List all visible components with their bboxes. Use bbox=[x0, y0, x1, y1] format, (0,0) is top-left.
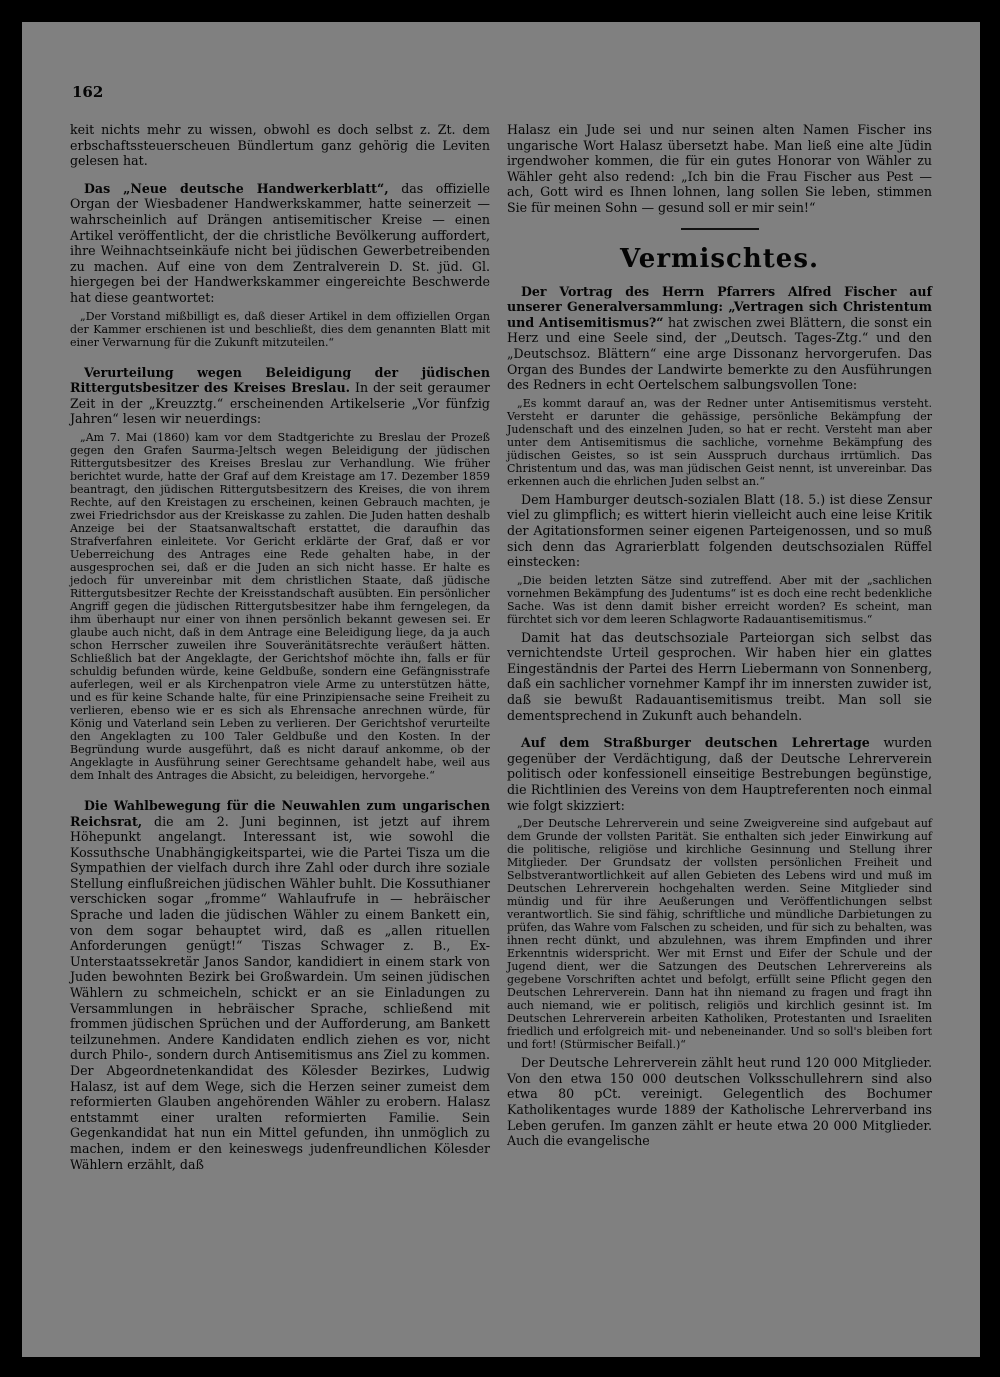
article-heading: Die Wahlbewegung für die Neuwahlen zum ungarischen Reichsrat, bbox=[70, 797, 490, 829]
divider-rule bbox=[681, 228, 759, 230]
article-heading: Verurteilung wegen Beleidigung der jüdischen Rittergutsbesitzer des Kreises Breslau. bbox=[70, 364, 490, 396]
article-heading: Der Vortrag des Herrn Pfarrers Alfred Fischer auf unserer Generalversammlung: „Vertragen sich Christentum und Antisemitismus?“ bbox=[507, 283, 932, 330]
right-column bbox=[507, 122, 932, 1149]
article-paragraph: Dem Hamburger deutsch-sozialen Blatt (18. 5.) ist diese Zensur viel zu glimpflich; es wittert hierin vielleicht auch eine leise Kritik der Agitationsformen seiner eigenen Parteigenossen, und so muß sich denn das Agrarierblatt folgenden deutschsozialen Rüffel einstecken: bbox=[507, 491, 932, 570]
article-ungarn-wahlen bbox=[70, 798, 490, 1172]
quotation: „Der Deutsche Lehrerverein und seine Zweigvereine sind aufgebaut auf dem Grunde der vollsten Parität. Sie enthalten sich jeder Einwirkung auf die politische, religiöse und kirchliche Gesinnung und Stellung ihrer Mitglieder. Der Grundsatz der vollsten persönlichen Freiheit und Selbstverantwortlichkeit auf allen Gebieten des Lebens wird und muß im Deutschen Lehrerverein hochgehalten werden. Seine Mitglieder sind mündig und für ihre Aeußerungen und Veröffentlichungen selbst verantwortlich. Sie sind fähig, schriftliche und mündliche Darbietungen zu prüfen, das Wahre vom Falschen zu scheiden, und für sich zu behalten, was ihnen recht dünkt, und abzulehnen, was ihrem Empfinden und ihrer Erkenntnis widerspricht. Wer mit Ernst und Eifer der Schule und der Jugend dient, wer die Satzungen des Deutschen Lehrervereins als gegebene Vorschriften achtet und befolgt, erfüllt seine Pflicht gegen den Deutschen Lehrerverein. Dann hat ihn niemand zu fragen und fragt ihn auch niemand, wie er politisch, religiös und kirchlich gesinnt ist. Im Deutschen Lehrerverein arbeiten Katholiken, Protestanten und Israeliten friedlich und erfolgreich mit- und nebeneinander. Und so soll's bleiben fort und fort! (Stürmischer Beifall.)“ bbox=[507, 817, 932, 1052]
article-paragraph: Der Deutsche Lehrerverein zählt heut rund 120 000 Mitglieder. Von den etwa 150 000 deutschen Volksschullehrern sind also etwa 80 pCt. vereinigt. Gelegentlich des Bochumer Katholikentages wurde 1889 der Katholische Lehrerverband ins Leben gerufen. Im ganzen zählt er heute etwa 20 000 Mitglieder. Auch die evangelische bbox=[507, 1055, 932, 1149]
article-fischer-vortrag bbox=[507, 284, 932, 393]
quotation: „Es kommt darauf an, was der Redner unter Antisemitismus versteht. Versteht er darunter die gehässige, persönliche Bekämpfung der Judenschaft und des einzelnen Juden, so hat er recht. Versteht man aber unter dem Antisemitismus die sachliche, vornehme Bekämpfung des jüdischen Geistes, so ist sein Ausspruch durchaus irrtümlich. Das Christentum und das, was man jüdischen Geist nennt, ist unvereinbar. Das erkennen auch die ehrlichen Juden selbst an.“ bbox=[507, 396, 932, 488]
article-heading: Das „Neue deutsche Handwerkerblatt“, bbox=[84, 180, 389, 196]
right-paragraph: Halasz ein Jude sei und nur seinen alten Namen Fischer ins ungarische Wort Halasz übersetzt habe. Man ließ eine alte Jüdin irgendwoher kommen, die für ein gutes Honorar von Wähler zu Wähler geht also redend: „Ich bin die Frau Fischer aus Pest — ach, Gott wird es Ihnen lohnen, lang sollen Sie leben, stimmen Sie für meinen Sohn — gesund soll er mir sein!“ bbox=[507, 122, 932, 215]
left-paragraph: keit nichts mehr zu wissen, obwohl es doch selbst z. Zt. dem erbschaftssteuerscheuen Bündlertum ganz gehörig die Leviten gelesen hat. bbox=[70, 122, 490, 169]
quotation: „Am 7. Mai (1860) kam vor dem Stadtgerichte zu Breslau der Prozeß gegen den Grafen Saurma-Jeltsch wegen Beleidigung der jüdischen Rittergutsbesitzer des Kreises Breslau zur Verhandlung. Wie früher berichtet wurde, hatte der Graf auf dem Kreistage am 17. Dezember 1859 beantragt, den jüdischen Rittergutsbesitzern des Kreises, die von ihrem Rechte, auf den Kreistagen zu erscheinen, keinen Gebrauch machten, je zwei Friedrichsdor aus der Kreiskasse zu zahlen. Die Juden hatten deshalb Anzeige bei der Staatsanwaltschaft erstattet, die daraufhin das Strafverfahren einleitete. Vor Gericht erklärte der Graf, daß er vor Ueberreichung des Antrages eine Rede gehalten habe, in der ausgesprochen sei, daß er die Juden an sich nicht hasse. Er halte es jedoch für unvereinbar mit dem christlichen Staate, daß jüdische Rittergutsbesitzer Rechte der Kreisstandschaft ausübten. Ein persönlicher Angriff gegen die jüdischen Rittergutsbesitzer habe ihm ferngelegen, da ihm überhaupt nur einer von ihnen persönlich bekannt gewesen sei. Er glaube auch nicht, daß in dem Antrage eine Beleidigung liege, da ja auch schon Herrscher zuweilen ihre Souveränitätsrechte veräußert hätten. Schließlich bat der Angeklagte, der Gerichtshof möchte ihn, falls er für schuldig befunden würde, keine Geldbuße, sondern eine Gefängnisstrafe auferlegen, weil er als Kirchenpatron viele Arme zu unterstützen hätte, und es für keine Schande halte, für eine Prinzipiensache seine Freiheit zu verlieren, ebenso wie er es sich als Ehrensache anrechnen würde, für König und Vaterland sein Leben zu verlieren. Der Gerichtshof verurteilte den Angeklagten zu 100 Taler Geldbuße und den Kosten. In der Begründung wurde ausgeführt, daß es nicht darauf ankomme, ob der Angeklagte in Ausführung seiner Gerechtsame gehandelt habe, weil aus dem Inhalt des Antrages die Absicht, zu beleidigen, hervorgehe.“ bbox=[70, 430, 490, 782]
quotation: „Die beiden letzten Sätze sind zutreffend. Aber mit der „sachlichen vornehmen Bekämpfung des Judentums“ ist es doch eine recht bedenkliche Sache. Was ist denn damit bisher erreicht worden? Es scheint, man fürchtet sich vor dem leeren Schlagworte Radauantisemitismus.“ bbox=[507, 573, 932, 626]
newspaper-page bbox=[22, 22, 980, 1357]
article-body: die am 2. Juni beginnen, ist jetzt auf ihrem Höhepunkt angelangt. Interessant ist, wie sowohl die Kossuthsche Unabhängigkeitspartei, wie die Partei Tisza um die Sympathien der vielfach durch ihre Zahl oder durch ihre soziale Stellung einflußreichen jüdischen Wähler buhlt. Die Kossuthianer verschicken sogar „fromme“ Wahlaufrufe in — hebräischer Sprache und laden die jüdischen Wähler zu einem Bankett ein, von dem sogar behauptet wird, daß es „allen rituellen Anforderungen genügt!“ Tiszas Schwager z. B., Ex-Unterstaatssekretär Janos Sandor, kandidiert in einem stark von Juden bewohnten Bezirk bei Großwardein. Um seinen jüdischen Wählern zu schmeicheln, schickt er an sie Einladungen zu Versammlungen in hebräischer Sprache, schließend mit frommen jüdischen Sprüchen und der Aufforderung, am Bankett teilzunehmen. Andere Kandidaten endlich ziehen es vor, nicht durch Philo-, sondern durch Antisemitismus ans Ziel zu kommen. Der Abgeordnetenkandidat des Kölesder Bezirkes, Ludwig Halasz, ist auf dem Wege, sich die Herzen seiner zumeist dem reformierten Glauben angehörenden Wähler zu erobern. Halasz entstammt einer uralten reformierten Familie. Sein Gegenkandidat hat nun ein Mittel gefunden, ihn unmöglich zu machen, indem er den keineswegs judenfreundlichen Kölesder Wählern erzählt, daß bbox=[70, 813, 490, 1172]
left-column bbox=[70, 122, 490, 1172]
article-body: das offizielle Organ der Wiesbadener Handwerkskammer, hatte seinerzeit — wahrscheinlich auf Drängen antisemitischer Kreise — einen Artikel veröffentlicht, der die christliche Bevölkerung auffordert, ihre Weihnachtseinkäufe nicht bei jüdischen Gewerbetreibenden zu machen. Auf eine von dem Zentralverein D. St. jüd. Gl. hiergegen bei der Handwerkskammer eingereichte Beschwerde hat diese geantwortet: bbox=[70, 180, 490, 305]
quotation: „Der Vorstand mißbilligt es, daß dieser Artikel in dem offiziellen Organ der Kammer erschienen ist und beschließt, dies dem genannten Blatt mit einer Verwarnung für die Zukunft mitzuteilen.“ bbox=[70, 309, 490, 349]
article-heading: Auf dem Straßburger deutschen Lehrertage bbox=[521, 735, 870, 751]
article-breslau bbox=[70, 365, 490, 427]
article-body: hat zwischen zwei Blättern, die sonst ein Herz und eine Seele sind, der „Deutsch. Tages-Ztg.“ und den „Deutschsoz. Blättern“ eine arge Dissonanz hervorgerufen. Das Organ des Bundes der Landwirte bemerkte zu den Ausführungen des Redners in echt Oertelschem salbungsvollen Tone: bbox=[507, 314, 932, 393]
article-body: wurden gegenüber der Verdächtigung, daß der Deutsche Lehrerverein politisch oder konfessionell einseitige Bestrebungen begünstige, die Richtlinien des Vereins von dem Hauptreferenten noch einmal wie folgt skizziert: bbox=[507, 735, 932, 813]
page-number: 162 bbox=[72, 83, 104, 101]
article-body: In der seit geraumer Zeit in der „Kreuzztg.“ erscheinenden Artikelserie „Vor fünfzig Jahren“ lesen wir neuerdings: bbox=[70, 380, 490, 427]
article-lehrertag bbox=[507, 735, 932, 813]
article-paragraph: Damit hat das deutschsoziale Parteiorgan sich selbst das vernichtendste Urteil gesprochen. Wir haben hier ein glattes Eingeständnis der Partei des Herrn Liebermann von Sonnenberg, daß ein sachlicher vornehmer Kampf ihr im innersten zuwider ist, daß sie bewußt Radauantisemitismus treibt. Man soll sie dementsprechend in Zukunft auch behandeln. bbox=[507, 629, 932, 723]
section-title: Vermischtes. bbox=[619, 243, 820, 274]
article-handwerkerblatt bbox=[70, 181, 490, 306]
